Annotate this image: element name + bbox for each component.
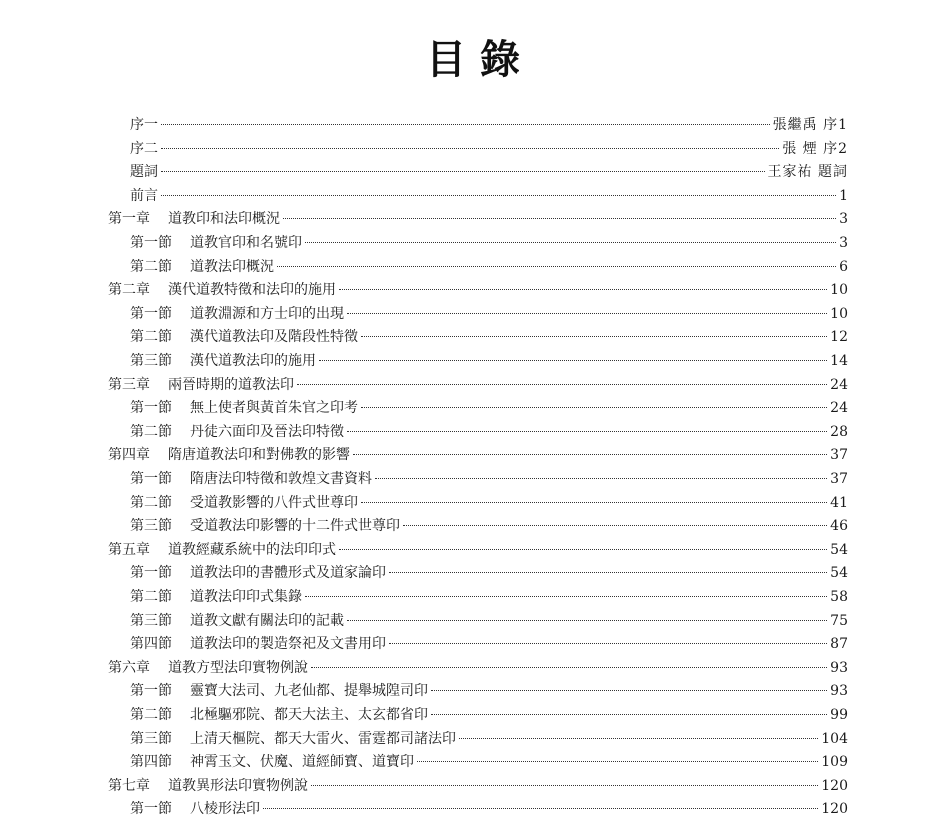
toc-entry-label: 第一節 <box>130 801 172 818</box>
toc-entry-chapter <box>108 374 848 397</box>
toc-entry-section <box>130 562 848 585</box>
toc-entry-author: 張繼禹 序1 <box>772 117 848 133</box>
dot-leader <box>311 785 818 786</box>
toc-entry-title: 靈寶大法司、九老仙都、提舉城隍司印 <box>190 683 428 700</box>
dot-leader <box>389 643 827 644</box>
dot-leader <box>339 549 827 550</box>
dot-leader <box>339 289 827 290</box>
toc-entry-title: 隋唐道教法印和對佛教的影響 <box>168 447 350 464</box>
toc-entry-label: 序一 <box>130 117 158 133</box>
dot-leader <box>297 384 827 385</box>
dot-leader <box>319 360 827 361</box>
toc-entry-title: 道教法印印式集錄 <box>190 589 302 605</box>
toc-entry-page: 93 <box>830 659 848 676</box>
toc-entry-page: 93 <box>830 683 848 700</box>
toc-entry-title: 漢代道教法印及階段性特徵 <box>190 329 358 346</box>
toc-entry-title: 丹徒六面印及晉法印特徵 <box>190 423 344 440</box>
toc-entry-section <box>130 232 848 255</box>
toc-entry-section <box>130 586 848 609</box>
toc-entry-section <box>130 515 848 538</box>
toc-entry-title: 道教方型法印實物例說 <box>168 659 308 676</box>
toc-entry-title: 受道教影響的八件式世尊印 <box>190 494 358 511</box>
toc-entry-section <box>130 680 848 703</box>
toc-entry-front <box>130 161 848 184</box>
toc-entry-section <box>130 751 848 774</box>
toc-entry-page: 99 <box>830 707 848 723</box>
toc-entry-section <box>130 303 848 326</box>
toc-entry-label: 第二節 <box>130 494 172 511</box>
toc-entry-page: 3 <box>839 211 848 228</box>
toc-entry-chapter <box>108 775 848 798</box>
toc-entry-page: 37 <box>830 447 848 464</box>
toc-entry-label: 前言 <box>130 187 158 204</box>
dot-leader <box>347 620 827 621</box>
toc-entry-section <box>130 397 848 420</box>
toc-entry-label: 第一節 <box>130 471 172 487</box>
dot-leader <box>305 242 836 243</box>
toc-entry-page: 6 <box>839 258 848 275</box>
toc-entry-section <box>130 704 848 727</box>
dot-leader <box>161 195 836 196</box>
toc-entry-section <box>130 326 848 349</box>
dot-leader <box>361 502 827 503</box>
toc-entry-front <box>130 185 848 208</box>
toc-entry-section <box>130 256 848 279</box>
toc-entry-title: 八棱形法印 <box>190 801 260 818</box>
toc-entry-title: 上清天樞院、都天大雷火、雷霆都司諸法印 <box>190 730 456 747</box>
dot-leader <box>431 690 827 691</box>
toc-entry-label: 第一節 <box>130 235 172 251</box>
toc-entry-title: 漢代道教法印的施用 <box>190 353 316 369</box>
toc-entry-label: 第二節 <box>130 258 172 275</box>
toc-entry-label: 第二節 <box>130 423 172 440</box>
dot-leader <box>263 808 818 809</box>
toc-entry-page: 120 <box>821 801 848 818</box>
toc-entry-author: 王家祐 題詞 <box>767 164 848 181</box>
toc-entry-label: 第三節 <box>130 353 172 369</box>
toc-entry-title: 道教法印的書體形式及道家論印 <box>190 565 386 582</box>
dot-leader <box>161 148 779 149</box>
toc-entry-label: 第三節 <box>130 518 172 535</box>
dot-leader <box>347 313 827 314</box>
toc-entry-label: 第七章 <box>108 777 150 794</box>
toc-entry-label: 序二 <box>130 140 158 157</box>
dot-leader <box>161 171 765 172</box>
toc-entry-label: 第五章 <box>108 541 150 558</box>
toc-entry-page: 28 <box>830 423 848 440</box>
toc-entry-section <box>130 421 848 444</box>
toc-entry-page: 24 <box>830 376 848 393</box>
toc-entry-page: 3 <box>839 235 848 251</box>
toc-entry-section <box>130 468 848 491</box>
toc-entry-page: 104 <box>821 730 848 747</box>
toc-entry-label: 第四節 <box>130 636 172 653</box>
toc-entry-page: 75 <box>830 612 848 629</box>
dot-leader <box>459 738 818 739</box>
page-title: 目錄 <box>426 36 534 83</box>
toc-entry-title: 北極驅邪院、都天大法主、太玄都省印 <box>190 707 428 723</box>
toc-entry-page: 54 <box>830 541 848 558</box>
toc-entry-label: 第六章 <box>108 659 150 676</box>
toc-entry-label: 第一節 <box>130 565 172 582</box>
dot-leader <box>305 596 827 597</box>
toc-entry-label: 第二節 <box>130 707 172 723</box>
dot-leader <box>311 667 827 668</box>
toc-entry-chapter <box>108 539 848 562</box>
toc-entry-title: 道教法印的製造祭祀及文書用印 <box>190 636 386 653</box>
toc-entry-title: 道教淵源和方士印的出現 <box>190 305 344 322</box>
toc-entry-title: 隋唐法印特徵和敦煌文書資料 <box>190 471 372 487</box>
dot-leader <box>161 124 770 125</box>
toc-entry-label: 第二章 <box>108 282 150 299</box>
toc-entry-label: 第二節 <box>130 329 172 346</box>
toc-entry-author: 張 煙 序2 <box>782 140 848 157</box>
dot-leader <box>403 525 827 526</box>
toc-entry-title: 道教異形法印實物例說 <box>168 777 308 794</box>
toc-entry-page: 109 <box>821 754 848 771</box>
dot-leader <box>361 407 827 408</box>
toc-entry-page: 46 <box>830 518 848 535</box>
dot-leader <box>389 572 827 573</box>
toc-entry-label: 第四章 <box>108 447 150 464</box>
dot-leader <box>277 266 836 267</box>
toc-entry-title: 道教法印概況 <box>190 258 274 275</box>
toc-entry-label: 第一節 <box>130 305 172 322</box>
toc-entry-page: 37 <box>830 471 848 487</box>
toc-entry-page: 1 <box>839 187 848 204</box>
toc-entry-label: 第三節 <box>130 612 172 629</box>
toc-entry-page: 24 <box>830 400 848 417</box>
toc-entry-front <box>130 138 848 161</box>
toc-entry-front <box>130 114 848 137</box>
toc-entry-section <box>130 633 848 656</box>
dot-leader <box>417 761 818 762</box>
toc-entry-page: 54 <box>830 565 848 582</box>
toc-entry-title: 漢代道教特徵和法印的施用 <box>168 282 336 299</box>
toc-entry-label: 第二節 <box>130 589 172 605</box>
toc-entry-title: 兩晉時期的道教法印 <box>168 376 294 393</box>
toc-entry-section <box>130 610 848 633</box>
dot-leader <box>353 454 827 455</box>
toc-entry-chapter <box>108 208 848 231</box>
toc-entry-title: 受道教法印影響的十二件式世尊印 <box>190 518 400 535</box>
toc-entry-page: 87 <box>830 636 848 653</box>
toc-entry-page: 58 <box>830 589 848 605</box>
toc-entry-page: 120 <box>821 777 848 794</box>
toc-entry-title: 無上使者與黃首朱官之印考 <box>190 400 358 417</box>
toc-entry-section <box>130 728 848 751</box>
toc-entry-page: 10 <box>830 282 848 299</box>
toc-entry-section <box>130 492 848 515</box>
toc-entry-label: 第一節 <box>130 400 172 417</box>
dot-leader <box>431 714 827 715</box>
toc-entry-page: 12 <box>830 329 848 346</box>
toc-entry-label: 題詞 <box>130 164 158 181</box>
toc-entry-label: 第四節 <box>130 754 172 771</box>
dot-leader <box>283 218 836 219</box>
toc-entry-chapter <box>108 444 848 467</box>
toc-entry-title: 道教官印和名號印 <box>190 235 302 251</box>
toc-entry-title: 神霄玉文、伏魔、道經師寶、道寶印 <box>190 754 414 771</box>
toc-entry-title: 道教文獻有關法印的記載 <box>190 612 344 629</box>
toc-entry-page: 10 <box>830 305 848 322</box>
toc-entry-label: 第三章 <box>108 376 150 393</box>
toc-entry-label: 第一節 <box>130 683 172 700</box>
dot-leader <box>375 478 827 479</box>
toc-entry-section <box>130 798 848 821</box>
dot-leader <box>361 336 827 337</box>
toc-entry-label: 第三節 <box>130 730 172 747</box>
dot-leader <box>347 431 827 432</box>
toc-entry-section <box>130 350 848 373</box>
toc-entry-label: 第一章 <box>108 211 150 228</box>
toc-entry-title: 道教經藏系統中的法印印式 <box>168 541 336 558</box>
toc-entry-title: 道教印和法印概況 <box>168 211 280 228</box>
toc-entry-page: 14 <box>830 353 848 369</box>
toc-entry-chapter <box>108 657 848 680</box>
toc-entry-chapter <box>108 279 848 302</box>
toc-entry-page: 41 <box>830 494 848 511</box>
